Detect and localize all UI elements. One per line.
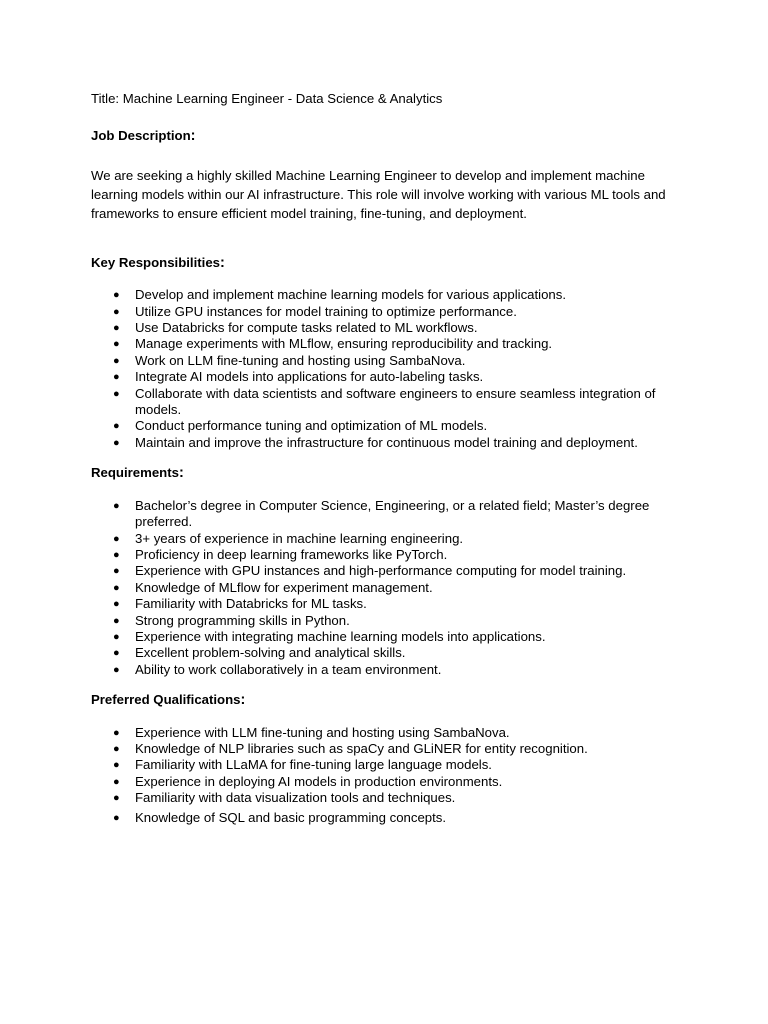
list-item	[113, 629, 685, 645]
job-description-heading	[91, 128, 708, 144]
bullet-icon: ●	[113, 663, 120, 676]
bullet-icon: ●	[113, 742, 120, 755]
bullet-icon: ●	[113, 598, 120, 611]
list-item	[113, 320, 685, 336]
job-description-paragraph: We are seeking a highly skilled Machine Learning Engineer to develop and implement machine learning models within our AI infrastructure. This role will involve working with various ML tools and frameworks to ensure efficient model training, fine-tuning, and deployment.	[91, 167, 666, 221]
bullet-icon: ●	[113, 499, 120, 512]
bullet-icon: ●	[113, 630, 120, 643]
list-item	[113, 304, 685, 320]
bullet-icon: ●	[113, 387, 120, 400]
bullet-icon: ●	[113, 305, 120, 318]
list-item	[113, 369, 685, 385]
heading-colon: :	[219, 254, 225, 271]
bullet-icon: ●	[113, 532, 120, 545]
list-item-text: Work on LLM fine-tuning and hosting using SambaNova.	[135, 352, 466, 368]
list-item	[113, 547, 685, 563]
bullet-icon: ●	[113, 289, 120, 302]
list-item	[113, 531, 685, 547]
list-item-text: Strong programming skills in Python.	[135, 612, 350, 628]
list-item	[113, 810, 685, 826]
bullet-icon: ●	[113, 354, 120, 367]
key-responsibilities-heading	[91, 255, 708, 271]
list-item-text: Maintain and improve the infrastructure for continuous model training and deployment.	[135, 434, 638, 450]
list-item	[113, 757, 685, 773]
bullet-icon: ●	[113, 371, 120, 384]
list-item	[113, 563, 685, 579]
bullet-icon: ●	[113, 614, 120, 627]
document-title: Title: Machine Learning Engineer - Data Science & Analytics	[91, 91, 443, 106]
key-responsibilities-heading-text: Key Responsibilities	[91, 254, 220, 270]
list-item-text: Familiarity with Databricks for ML tasks.	[135, 596, 367, 612]
bullet-icon: ●	[113, 322, 120, 335]
preferred-qualifications-list	[91, 725, 685, 826]
list-item	[113, 353, 685, 369]
list-item	[113, 386, 685, 419]
preferred-qualifications-heading-text: Preferred Qualifications	[91, 692, 241, 708]
list-item-text: Familiarity with data visualization tools and techniques.	[135, 790, 456, 806]
heading-colon: :	[178, 465, 184, 482]
list-item	[113, 725, 685, 741]
list-item-text: Ability to work collaboratively in a team environment.	[135, 661, 442, 677]
bullet-icon: ●	[113, 420, 120, 433]
list-item	[113, 774, 685, 790]
list-item-text: Proficiency in deep learning frameworks like PyTorch.	[135, 546, 448, 562]
bullet-icon: ●	[113, 811, 120, 824]
list-item-text: Manage experiments with MLflow, ensuring reproducibility and tracking.	[135, 336, 553, 352]
list-item	[113, 790, 685, 806]
list-item-text: Experience with LLM fine-tuning and hosting using SambaNova.	[135, 724, 510, 740]
list-item	[113, 580, 685, 596]
bullet-icon: ●	[113, 565, 120, 578]
list-item-text: Experience with GPU instances and high-performance computing for model training.	[135, 563, 627, 579]
requirements-heading-text: Requirements	[91, 465, 179, 481]
list-item-text: Excellent problem-solving and analytical skills.	[135, 645, 406, 661]
heading-colon: :	[240, 692, 246, 709]
list-item	[113, 418, 685, 434]
list-item-text: Experience in deploying AI models in production environments.	[135, 773, 503, 789]
heading-colon: :	[190, 128, 196, 145]
list-item-text: Experience with integrating machine learning models into applications.	[135, 628, 546, 644]
bullet-icon: ●	[113, 726, 120, 739]
list-item-text: Collaborate with data scientists and software engineers to ensure seamless integration of models.	[135, 385, 656, 418]
list-item	[113, 645, 685, 661]
list-item-text: 3+ years of experience in machine learning engineering.	[135, 530, 464, 546]
list-item-text: Knowledge of NLP libraries such as spaCy and GLiNER for entity recognition.	[135, 740, 588, 756]
bullet-icon: ●	[113, 436, 120, 449]
list-item	[113, 287, 685, 303]
list-item-text: Conduct performance tuning and optimization of ML models.	[135, 418, 488, 434]
list-item-text: Develop and implement machine learning models for various applications.	[135, 287, 567, 303]
list-item-text: Integrate AI models into applications for auto-labeling tasks.	[135, 369, 484, 385]
job-description-heading-text: Job Description	[91, 128, 191, 144]
list-item	[113, 435, 685, 451]
bullet-icon: ●	[113, 581, 120, 594]
bullet-icon: ●	[113, 548, 120, 561]
list-item-text: Familiarity with LLaMA for fine-tuning large language models.	[135, 757, 492, 773]
bullet-icon: ●	[113, 759, 120, 772]
key-responsibilities-list	[91, 287, 685, 451]
bullet-icon: ●	[113, 647, 120, 660]
list-item-text: Use Databricks for compute tasks related to ML workflows.	[135, 320, 478, 336]
list-item	[113, 336, 685, 352]
list-item	[113, 498, 685, 531]
bullet-icon: ●	[113, 338, 120, 351]
bullet-icon: ●	[113, 792, 120, 805]
preferred-qualifications-heading	[91, 692, 708, 708]
list-item-text: Bachelor’s degree in Computer Science, Engineering, or a related field; Master’s degree preferred.	[135, 497, 650, 530]
bullet-icon: ●	[113, 775, 120, 788]
list-item-text: Utilize GPU instances for model training to optimize performance.	[135, 303, 517, 319]
list-item	[113, 662, 685, 678]
requirements-heading	[91, 465, 708, 481]
list-item-text: Knowledge of SQL and basic programming concepts.	[135, 809, 447, 825]
list-item	[113, 741, 685, 757]
list-item	[113, 596, 685, 612]
list-item-text: Knowledge of MLflow for experiment management.	[135, 579, 433, 595]
list-item	[113, 613, 685, 629]
requirements-list	[91, 498, 685, 678]
